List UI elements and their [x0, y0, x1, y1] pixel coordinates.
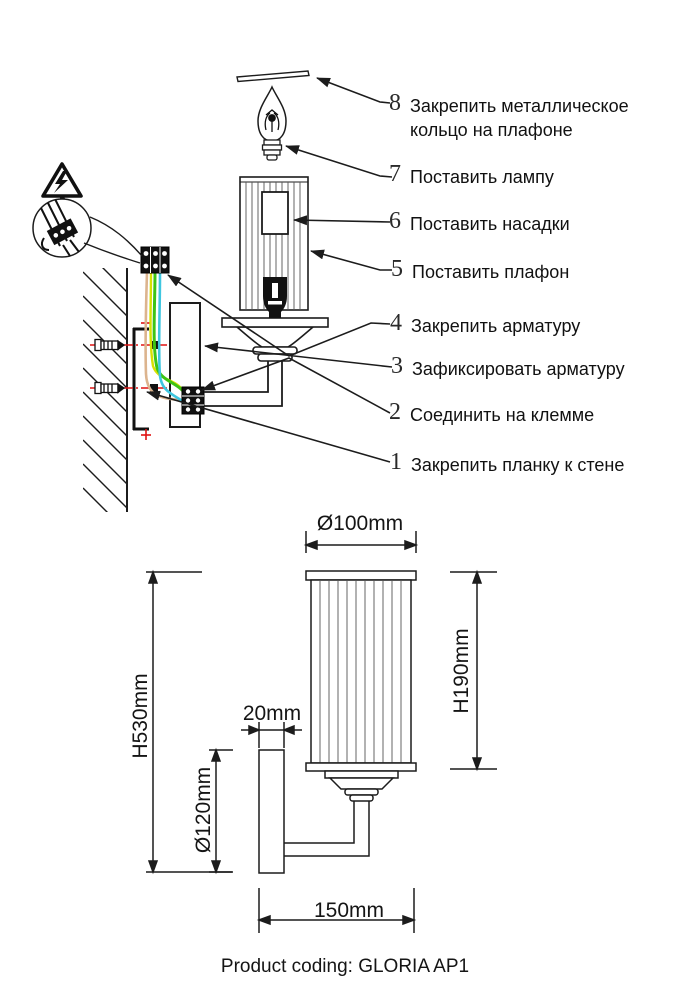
screw — [95, 340, 124, 351]
dim-label-backplate-depth: 20mm — [242, 702, 302, 725]
step-row-2 — [389, 401, 594, 427]
dim-label-shade-height: H190mm — [450, 628, 473, 714]
step-number: 4 — [390, 310, 402, 336]
lamp-socket — [263, 277, 287, 318]
step-row-4 — [390, 312, 580, 338]
backplate-outline — [259, 750, 284, 873]
leader-line-7 — [286, 146, 392, 177]
bulb — [258, 87, 286, 160]
step-label: Поставить лампу — [410, 167, 554, 187]
step-row-7 — [389, 163, 554, 189]
wall-hatching — [83, 248, 127, 512]
step-number: 8 — [389, 90, 401, 116]
mounting-strip — [133, 318, 151, 440]
shade-sleeve — [262, 192, 288, 234]
step-label: Зафиксировать арматуру — [412, 359, 625, 379]
step-number: 6 — [389, 208, 401, 234]
trumpet-holder — [237, 327, 313, 361]
dim-overall-height — [146, 572, 232, 872]
step-number: 1 — [390, 449, 402, 475]
bulb-base — [263, 140, 282, 160]
dim-label-backplate-height: Ø120mm — [192, 766, 215, 854]
step-number: 5 — [391, 256, 403, 282]
step-row-1 — [390, 451, 624, 477]
cup-holder — [325, 771, 398, 801]
dim-label-arm-projection: 150mm — [313, 899, 385, 922]
detail-link-line — [90, 217, 142, 256]
dim-label-overall-height: H530mm — [129, 673, 152, 759]
step-label: Закрепить металлическое кольцо на плафоне — [410, 96, 629, 140]
leader-line-8 — [317, 78, 390, 103]
terminal-block-upper — [141, 247, 169, 273]
leader-line-5 — [311, 251, 392, 270]
terminal-block-lower — [182, 387, 204, 414]
metal-ring — [237, 71, 309, 82]
product-coding: Product coding: GLORIA AP1 — [220, 956, 470, 977]
screw — [95, 383, 124, 394]
shade-outline — [306, 571, 416, 771]
step-row-8 — [389, 92, 666, 142]
step-row-3 — [391, 355, 625, 381]
step-label: Соединить на клемме — [410, 405, 595, 425]
step-label: Закрепить арматуру — [411, 316, 581, 336]
step-number: 7 — [389, 161, 401, 187]
wall — [83, 248, 127, 512]
arm-and-stem — [204, 361, 282, 406]
leader-line-2 — [202, 358, 390, 413]
step-label: Поставить плафон — [412, 262, 570, 282]
step-number: 2 — [389, 399, 401, 425]
step-row-6 — [389, 210, 570, 236]
dim-label-shade-diameter: Ø100mm — [316, 512, 404, 535]
detail-circle — [33, 197, 142, 263]
step-label: Закрепить планку к стене — [411, 455, 625, 475]
dimension-drawing — [0, 510, 690, 1000]
step-label: Поставить насадки — [410, 214, 570, 234]
arm-and-stem — [284, 801, 369, 856]
step-row-5 — [391, 258, 569, 284]
step-number: 3 — [391, 353, 403, 379]
